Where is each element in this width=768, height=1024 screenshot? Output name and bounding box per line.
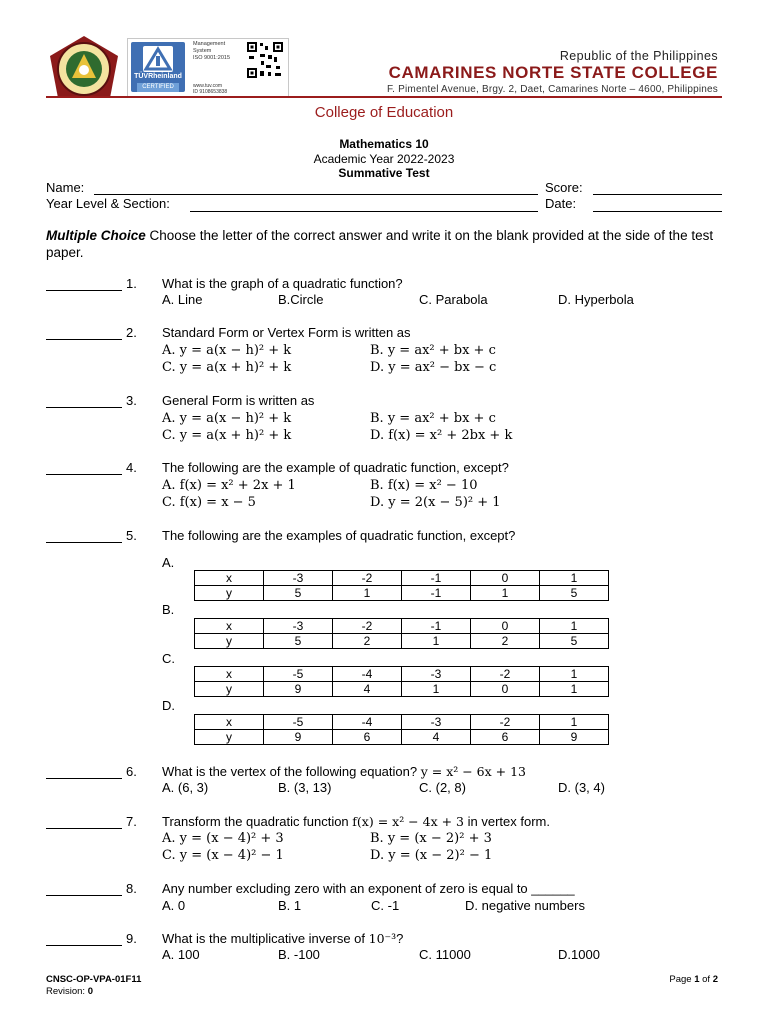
score-label: Score: <box>545 180 583 195</box>
option-d: D. negative numbers <box>465 898 585 913</box>
question-number: 6. <box>126 764 137 779</box>
option-d: D.1000 <box>558 947 600 962</box>
option-d: D. y = ax² − bx − c <box>370 360 497 375</box>
qr-code-icon <box>246 41 284 79</box>
option-a: A. f(x) = x² + 2x + 1 <box>162 478 296 493</box>
option-b: B. f(x) = x² − 10 <box>370 478 478 493</box>
question-text: Standard Form or Vertex Form is written as <box>162 325 411 340</box>
question-number: 8. <box>126 881 137 896</box>
option-a: A. y = a(x − h)² + k <box>162 411 292 426</box>
option-c: C. (2, 8) <box>419 780 466 795</box>
table-label-a: A. <box>162 555 175 570</box>
question-number: 9. <box>126 931 137 946</box>
instructions-text: Choose the letter of the correct answer and write it on the blank provided at the side of the test paper. <box>46 228 714 260</box>
name-field[interactable] <box>94 194 538 195</box>
department-name: College of Education <box>314 104 454 121</box>
option-c: C. Parabola <box>419 292 488 307</box>
cert-text: Management System ISO 9001:2015 <box>193 41 231 61</box>
question-equation: 10⁻³ <box>368 931 397 946</box>
question-text: What is the multiplicative inverse of 10⁻³? <box>162 931 404 946</box>
option-b: B. -100 <box>278 947 320 962</box>
option-c: C. y = (x − 4)² − 1 <box>162 848 284 863</box>
question-number: 5. <box>126 528 137 543</box>
option-c: C. y = a(x + h)² + k <box>162 360 292 375</box>
score-field[interactable] <box>593 194 722 195</box>
question-equation: f(x) = x² − 4x + 3 <box>352 814 465 829</box>
question-text: Transform the quadratic function f(x) = x² − 4x + 3 in vertex form. <box>162 814 550 829</box>
instructions <box>46 227 726 261</box>
instructions-heading: Multiple Choice <box>46 228 146 243</box>
option-d: D. y = (x − 2)² − 1 <box>370 848 493 863</box>
option-c: C. f(x) = x − 5 <box>162 495 256 510</box>
question-number: 2. <box>126 325 137 340</box>
date-label: Date: <box>545 196 577 211</box>
answer-blank[interactable] <box>46 945 122 946</box>
cert-id: www.tuv.com ID 9108653838 <box>193 83 228 95</box>
revision: Revision: 0 <box>46 986 94 997</box>
option-a: A. y = a(x − h)² + k <box>162 343 292 358</box>
question-number: 7. <box>126 814 137 829</box>
answer-blank[interactable] <box>46 895 122 896</box>
answer-blank[interactable] <box>46 407 122 408</box>
academic-year: Academic Year 2022-2023 <box>313 152 455 166</box>
option-b: B. 1 <box>278 898 302 913</box>
college-address: F. Pimentel Avenue, Brgy. 2, Daet, Camarines Norte – 4600, Philippines <box>386 84 718 95</box>
xy-table-a: x -3 -2 -1 0 1 y 5 1 -1 1 5 <box>194 570 609 601</box>
xy-table-c: x -5 -4 -3 -2 1 y 9 4 1 0 1 <box>194 666 609 697</box>
question-text: What is the vertex of the following equation? y = x² − 6x + 13 <box>162 764 527 779</box>
date-field[interactable] <box>593 211 722 212</box>
option-b: B. y = ax² + bx + c <box>370 411 496 426</box>
form-code: CNSC-OP-VPA-01F11 <box>46 974 142 985</box>
table-label-b: B. <box>162 602 175 617</box>
answer-blank[interactable] <box>46 828 122 829</box>
option-a: A. y = (x − 4)² + 3 <box>162 831 284 846</box>
question-equation: y = x² − 6x + 13 <box>420 764 527 779</box>
year-section-label: Year Level & Section: <box>46 196 170 211</box>
answer-blank[interactable] <box>46 474 122 475</box>
college-seal-logo <box>46 34 122 104</box>
test-type: Summative Test <box>338 166 430 180</box>
option-c: C. 11000 <box>419 947 471 962</box>
option-b: B.Circle <box>278 292 324 307</box>
option-b: B. (3, 13) <box>278 780 332 795</box>
option-d: D. y = 2(x − 5)² + 1 <box>370 495 501 510</box>
table-label-d: D. <box>162 698 175 713</box>
college-name: CAMARINES NORTE STATE COLLEGE <box>388 63 718 82</box>
option-c: C. y = a(x + h)² + k <box>162 428 292 443</box>
option-c: C. -1 <box>371 898 400 913</box>
header-divider <box>46 96 722 98</box>
answer-blank[interactable] <box>46 290 122 291</box>
option-d: D. Hyperbola <box>558 292 634 307</box>
question-number: 1. <box>126 276 137 291</box>
name-label: Name: <box>46 180 85 195</box>
question-number: 4. <box>126 460 137 475</box>
answer-blank[interactable] <box>46 542 122 543</box>
test-subject: Mathematics 10 <box>339 137 429 151</box>
option-d: D. (3, 4) <box>558 780 605 795</box>
option-a: A. 0 <box>162 898 186 913</box>
table-label-c: C. <box>162 651 175 666</box>
question-text: Any number excluding zero with an exponent of zero is equal to ______ <box>162 881 575 896</box>
question-text: The following are the example of quadratic function, except? <box>162 460 509 475</box>
question-text: The following are the examples of quadratic function, except? <box>162 528 516 543</box>
xy-table-b: x -3 -2 -1 0 1 y 5 2 1 2 5 <box>194 618 609 649</box>
option-b: B. y = (x − 2)² + 3 <box>370 831 492 846</box>
answer-blank[interactable] <box>46 339 122 340</box>
republic-text: Republic of the Philippines <box>559 49 718 63</box>
tuv-logo: TÜVRheinland CERTIFIED <box>131 42 185 92</box>
option-a: A. Line <box>162 292 203 307</box>
question-number: 3. <box>126 393 137 408</box>
year-section-field[interactable] <box>190 211 538 212</box>
answer-blank[interactable] <box>46 778 122 779</box>
question-text: What is the graph of a quadratic function? <box>162 276 403 291</box>
option-d: D. f(x) = x² + 2bx + k <box>370 428 513 443</box>
iso-certification-badge <box>127 38 289 98</box>
option-b: B. y = ax² + bx + c <box>370 343 496 358</box>
question-text: General Form is written as <box>162 393 315 408</box>
page-number: Page 1 of 2 <box>669 974 718 985</box>
option-a: A. 100 <box>162 947 200 962</box>
option-a: A. (6, 3) <box>162 780 209 795</box>
xy-table-d: x -5 -4 -3 -2 1 y 9 6 4 6 9 <box>194 714 609 745</box>
